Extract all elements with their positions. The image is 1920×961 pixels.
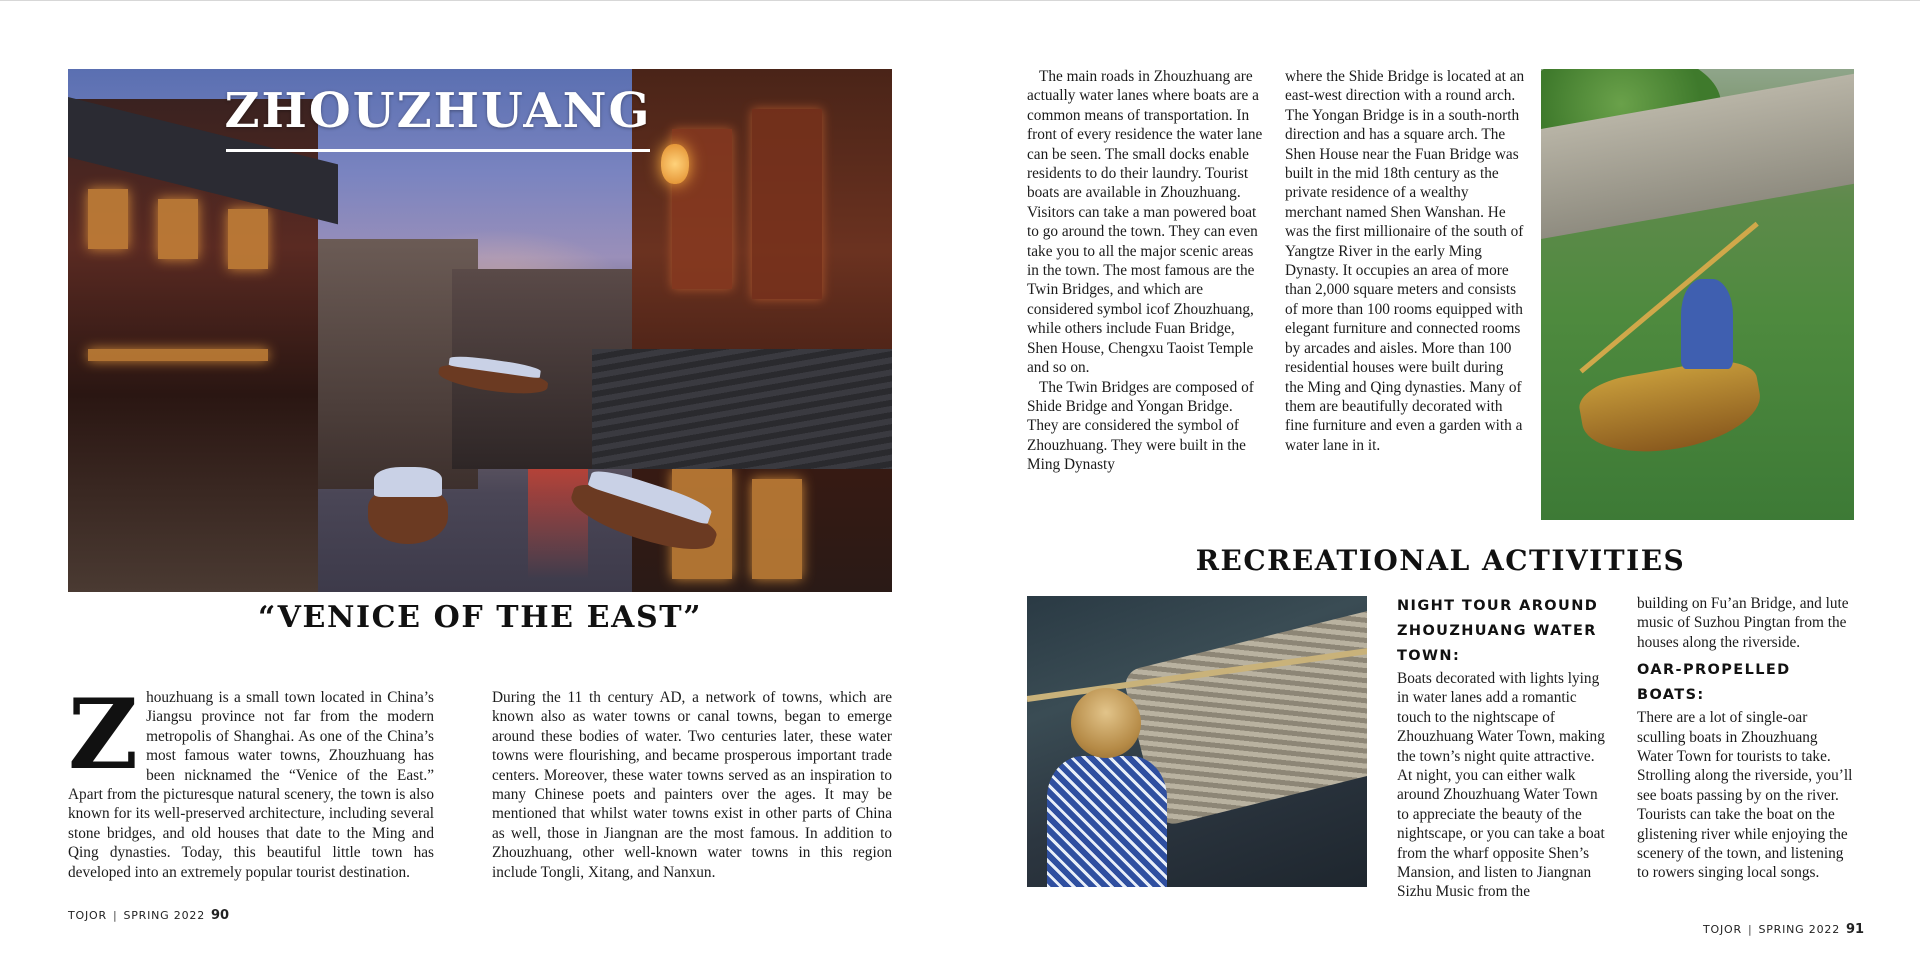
issue-label: SPRING 2022	[123, 909, 205, 922]
hero-photo-canal-at-dusk	[68, 69, 892, 592]
boatman	[1681, 279, 1733, 369]
oar-boats-text: There are a lot of single-oar sculling boats in Zhouzhuang Water Town for tourists to take. Strolling along the riverside, you’ll see boats passing by on the river. Tourists can take the boat on the glistening river while enjoying the scenery of the town, and listening to rowers singing local songs.	[1637, 709, 1853, 882]
page-top-border	[0, 0, 1920, 1]
title-underline	[226, 149, 650, 152]
magazine-name: TOJOR	[68, 909, 107, 922]
lit-window	[158, 199, 198, 259]
wooden-window	[752, 109, 822, 299]
rower-body	[1047, 756, 1167, 887]
intro-text: houzhuang is a small town located in China’s Jiangsu province not far from the modern metropolis of Shanghai. As one of the China’s most famous water towns, Zhouzhuang has been nicknamed the “Venice of the East.” Apart from the picturesque natural scenery, the town is also known for its well-preserved architecture, including several stone bridges, and old houses that date to the Ming and Qing dynasties. Today, this beautiful little town has developed into an extremely popular tourist destination.	[68, 689, 434, 881]
straw-hat	[1071, 688, 1141, 758]
lantern-icon	[661, 144, 689, 184]
drop-cap: Z	[68, 678, 139, 791]
right-page-footer	[1703, 922, 1864, 937]
boat-canopy	[374, 467, 441, 497]
hero-title-box	[218, 83, 658, 139]
article-title: ZHOUZHUANG	[224, 83, 652, 139]
lit-window	[88, 189, 128, 249]
twin-bridges-paragraph: The Twin Bridges are composed of Shide Bridge and Yongan Bridge. They are considered the symbol of Zhouzhuang. They were built in the Ming Dynasty	[1027, 378, 1254, 474]
night-tour-continued: building on Fu’an Bridge, and lute music of Suzhou Pingtan from the houses along the riverside.	[1637, 595, 1849, 651]
issue-label: SPRING 2022	[1758, 923, 1840, 936]
article-subtitle: “VENICE OF THE EAST”	[257, 600, 703, 635]
lit-window	[752, 479, 802, 579]
night-tour-heading: NIGHT TOUR AROUND ZHOUZHUANG WATER TOWN:	[1397, 598, 1599, 664]
page-number: 91	[1846, 922, 1865, 937]
lit-eave	[88, 349, 268, 361]
boats-column	[1637, 594, 1854, 883]
rower-hat-photo	[1027, 596, 1367, 887]
boatman-photo	[1541, 69, 1854, 520]
left-page-footer	[68, 908, 229, 923]
roads-paragraph: The main roads in Zhouzhuang are actually water lanes where boats are a common means of transportation. In front of every residence the water lane can be seen. The small docks enable residents to do their laundry. Tourist boats are available in Zhouzhuang. Visitors can take a man powered boat to go around the town. They can even take you to all the major scenic areas in the town. The most famous are the Twin Bridges, and which are considered symbol icof Zhouzhuang, while others include Fuan Bridge, Shen House, Chengxu Taoist Temple and so on.	[1027, 68, 1263, 377]
night-tour-column	[1397, 594, 1605, 902]
magazine-name: TOJOR	[1703, 923, 1742, 936]
intro-paragraph	[68, 678, 434, 882]
night-tour-text: Boats decorated with lights lying in water lanes add a romantic touch to the nightscape of Zhouzhuang Water Town, making the town’s night quite attractive. At night, you can either walk around Zhouzhuang Water Town to appreciate the beauty of the nightscape, or you can take a boat from the wharf opposite Shen’s Mansion, and listen to Jiangnan Sizhu Music from the	[1397, 670, 1605, 901]
tour-boat	[368, 489, 448, 544]
footer-separator: |	[112, 909, 118, 922]
wooden-boat	[1575, 354, 1766, 464]
history-paragraph: During the 11 th century AD, a network of towns, which are known also as water towns or canal towns, began to emerge around these bodies of water. Two centuries later, these water towns were flourishing, and became prosperous important trade centers. Moreover, these water towns served as an inspiration to many Chinese poets and painters over the ages. It may be mentioned that whilst water towns exist in other parts of China as well, those in Jiangnan are the most famous. In addition to Zhouzhuang, other well-known water towns in this region include Tongli, Xitang, and Nanxun.	[492, 689, 892, 881]
bridges-column: where the Shide Bridge is located at an east-west direction with a round arch. The Yongan Bridge is in a south-north direction and has a square arch. The Shen House near the Fuan Bridge was built in the mid 18th century as the private residence of a wealthy merchant named Shen Wanshan. He was the first millionaire of the south of Yangtze River in the early Ming Dynasty. It occupies an area of more than 2,000 square meters and consists of more than 100 rooms equipped with elegant furniture and connected rooms by arcades and aisles. More than 100 residential houses were built during the Ming and Qing dynasties. Many of them are beautifully decorated with fine furniture and even a garden with a water lane in it.	[1285, 68, 1525, 454]
page-number: 90	[211, 908, 230, 923]
lit-window	[228, 209, 268, 269]
footer-separator: |	[1747, 923, 1753, 936]
right-tiled-roof	[592, 349, 892, 469]
oar-boats-heading: OAR-PROPELLED BOATS:	[1637, 662, 1791, 704]
roads-column	[1027, 67, 1267, 475]
section-title: RECREATIONAL ACTIVITIES	[1195, 544, 1686, 577]
